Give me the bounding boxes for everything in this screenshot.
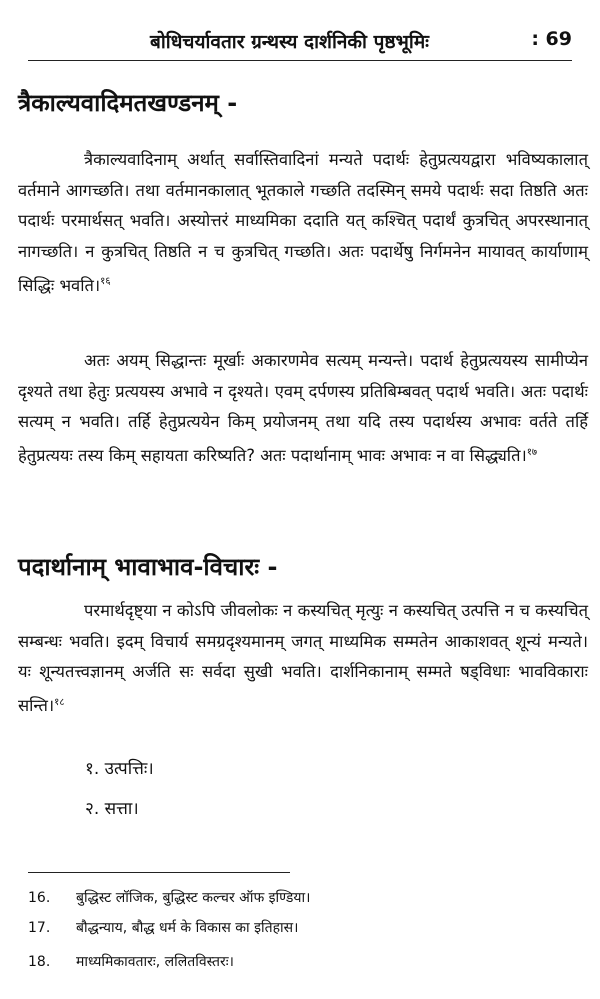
footnote-text: बौद्धन्याय, बौद्ध धर्म के विकास का इतिहास।	[76, 920, 299, 936]
footnote-rule	[28, 872, 290, 873]
header-title: बोधिचर्यावतार ग्रन्थस्य दार्शनिकी पृष्ठभूमिः	[150, 31, 430, 53]
running-header	[150, 28, 572, 54]
footnote-text: माध्यमिकावतारः, ललितविस्तरः।	[76, 954, 234, 970]
list-item: २. सत्ता।	[85, 799, 139, 819]
footnote-number: 17.	[28, 920, 51, 936]
paragraph-1-text: त्रैकाल्यवादिनाम् अर्थात् सर्वास्तिवादिनां मन्यते पदार्थः हेतुप्रत्ययद्वारा भविष्यकालात् वर्तमाने आगच्छति। तथा वर्तमानकालात् भूतकाले गच्छति तदस्मिन् समये पदार्थः सदा तिष्ठति अतः पदार्थः परमार्थसत् भवति। अस्योत्तरं माध्यमिका ददाति यत् कश्चित् पदार्थं कुत्रचित् अपरस्थानात् नागच्छति। न कुत्रचित् तिष्ठति न च कुत्रचित् गच्छति। अतः पदार्थेषु निर्गमनेन मायावत् कार्याणाम् सिद्धिः भवति।	[18, 150, 588, 295]
section-heading-1: त्रैकाल्यवादिमतखण्डनम् -	[18, 89, 238, 117]
list-item: १. उत्पत्तिः।	[85, 759, 154, 779]
footnote-16	[28, 888, 310, 907]
footnote-number: 16.	[28, 890, 51, 906]
paragraph-3-text: परमार्थदृष्ट्या न कोऽपि जीवलोकः न कस्यचित् मृत्युः न कस्यचित् उत्पत्ति न च कस्यचित् सम्बन्धः भवति। इदम् विचार्य समग्रदृश्यमानम् जगत् माध्यमिक सम्मतेन आकाशवत् शून्यं मन्यते। यः शून्यतत्त्वज्ञानम् अर्जति सः सर्वदा सुखी भवति। दार्शनिकानाम् सम्मते षड्विधाः भावविकाराः सन्ति।	[18, 601, 588, 715]
footnote-18	[28, 952, 234, 971]
footnote-ref-16: १६	[100, 276, 111, 287]
paragraph-3	[18, 596, 588, 722]
section-heading-2: पदार्थानाम् भावाभाव-विचारः -	[18, 553, 278, 581]
page-number: : 69	[531, 28, 572, 50]
footnote-ref-18: १८	[54, 696, 65, 708]
footnote-text: बुद्धिस्ट लॉजिक, बुद्धिस्ट कल्चर ऑफ इण्डिया।	[76, 890, 311, 906]
footnote-number: 18.	[28, 954, 51, 970]
header-rule	[28, 60, 572, 61]
footnote-17	[28, 918, 298, 937]
paragraph-2-text: अतः अयम् सिद्धान्तः मूर्खाः अकारणमेव सत्यम् मन्यन्ते। पदार्थ हेतुप्रत्ययस्य सामीप्येन दृश्यते तथा हेतुः प्रत्ययस्य अभावे न दृश्यते। एवम् दर्पणस्य प्रतिबिम्बवत् पदार्थ भवति। अतः पदार्थः सत्यम् न भवति। तर्हि हेतुप्रत्ययेन किम् प्रयोजनम् तथा यदि तस्य पदार्थस्य अभावः वर्तते तर्हि हेतुप्रत्ययः तस्य किम् सहायता करिष्यति? अतः पदार्थानाम् भावः अभावः न वा सिद्ध्यति।	[18, 351, 588, 465]
paragraph-2	[18, 346, 588, 472]
footnote-ref-17: १७	[526, 446, 538, 458]
paragraph-1	[18, 145, 588, 301]
